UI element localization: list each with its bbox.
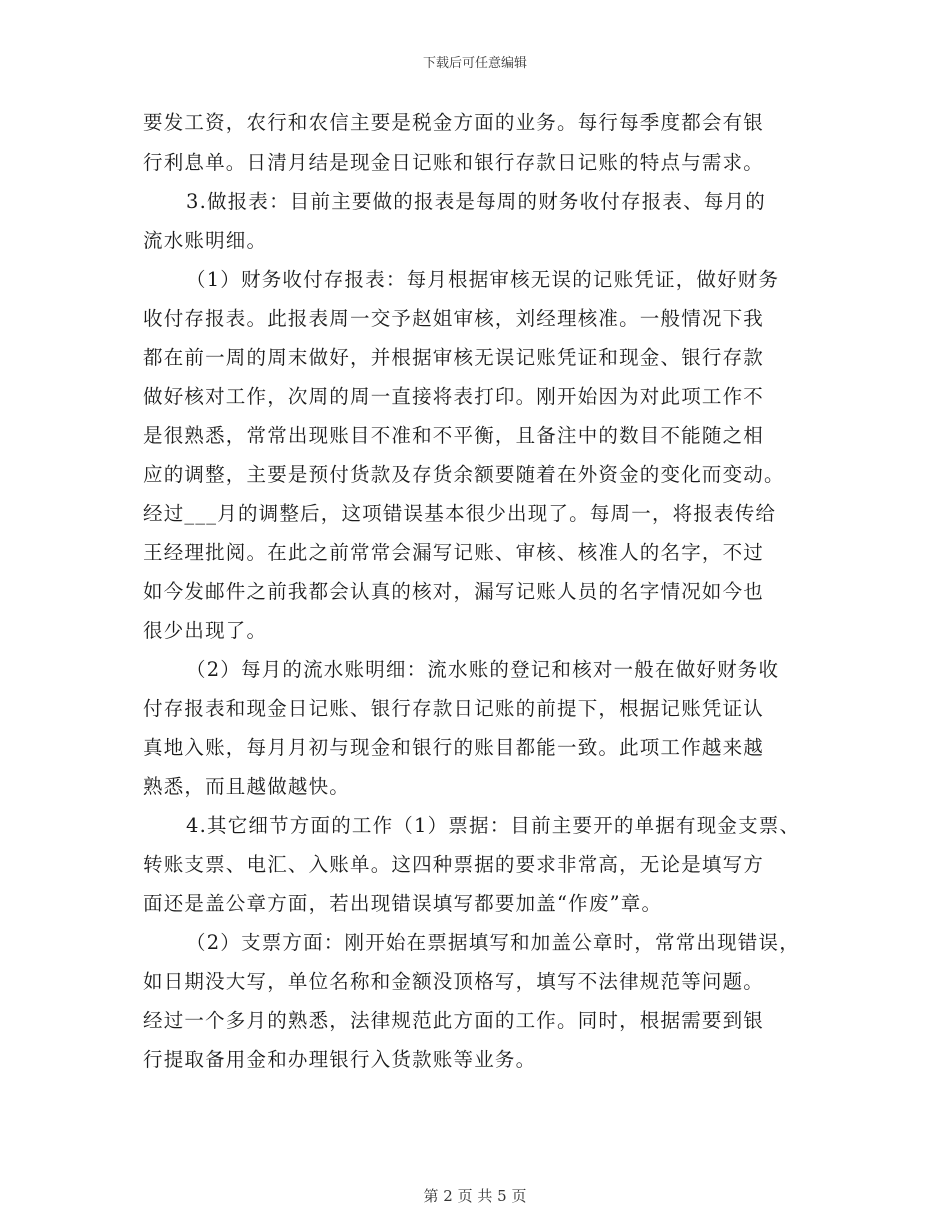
text-line: 真地入账，每月月初与现金和银行的账目都能一致。此项工作越来越 — [143, 736, 765, 759]
text-line: 付存报表和现金日记账、银行存款日记账的前提下，根据记账凭证认 — [143, 697, 765, 720]
text-line: 4.其它细节方面的工作（1）票据：目前主要开的单据有现金支票、 — [186, 814, 801, 837]
text-line: 3.做报表：目前主要做的报表是每周的财务收付存报表、每月的 — [186, 190, 766, 213]
text-line: 做好核对工作，次周的周一直接将表打印。刚开始因为对此项工作不 — [143, 385, 765, 408]
text-line: 行提取备用金和办理银行入货款账等业务。 — [143, 1048, 537, 1071]
text-line: 都在前一周的周末做好，并根据审核无误记账凭证和现金、银行存款 — [143, 346, 765, 369]
text-line: 面还是盖公章方面，若出现错误填写都要加盖“作废”章。 — [143, 892, 663, 915]
text-line: （2）支票方面：刚开始在票据填写和加盖公章时，常常出现错误， — [186, 931, 800, 954]
text-line: 如今发邮件之前我都会认真的核对，漏写记账人员的名字情况如今也 — [143, 580, 765, 603]
text-line: 王经理批阅。在此之前常常会漏写记账、审核、核准人的名字，不过 — [143, 541, 765, 564]
page-header: 下载后可任意编辑 — [422, 56, 527, 71]
text-line: 经过___月的调整后，这项错误基本很少出现了。每周一，将报表传给 — [143, 502, 777, 525]
text-line: 应的调整，主要是预付货款及存货余额要随着在外资金的变化而变动。 — [143, 463, 785, 486]
text-line: 是很熟悉，常常出现账目不准和不平衡，且备注中的数目不能随之相 — [143, 424, 765, 447]
text-line: （1）财务收付存报表：每月根据审核无误的记账凭证，做好财务 — [186, 268, 780, 291]
text-line: 如日期没大写，单位名称和金额没顶格写，填写不法律规范等问题。 — [143, 970, 765, 993]
text-line: 要发工资，农行和农信主要是税金方面的业务。每行每季度都会有银 — [143, 111, 765, 134]
text-line: 行利息单。日清月结是现金日记账和银行存款日记账的特点与需求。 — [143, 151, 765, 174]
text-line: 经过一个多月的熟悉，法律规范此方面的工作。同时，根据需要到银 — [143, 1009, 765, 1032]
text-line: 很少出现了。 — [143, 619, 268, 642]
text-line: 转账支票、电汇、入账单。这四种票据的要求非常高，无论是填写方 — [143, 853, 765, 876]
text-line: 熟悉，而且越做越快。 — [143, 775, 351, 798]
page-footer: 第 2 页 共 5 页 — [423, 1187, 527, 1205]
text-line: （2）每月的流水账明细：流水账的登记和核对一般在做好财务收 — [186, 658, 780, 681]
text-line: 流水账明细。 — [143, 229, 268, 252]
text-line: 收付存报表。此报表周一交予赵姐审核，刘经理核准。一般情况下我 — [143, 307, 765, 330]
